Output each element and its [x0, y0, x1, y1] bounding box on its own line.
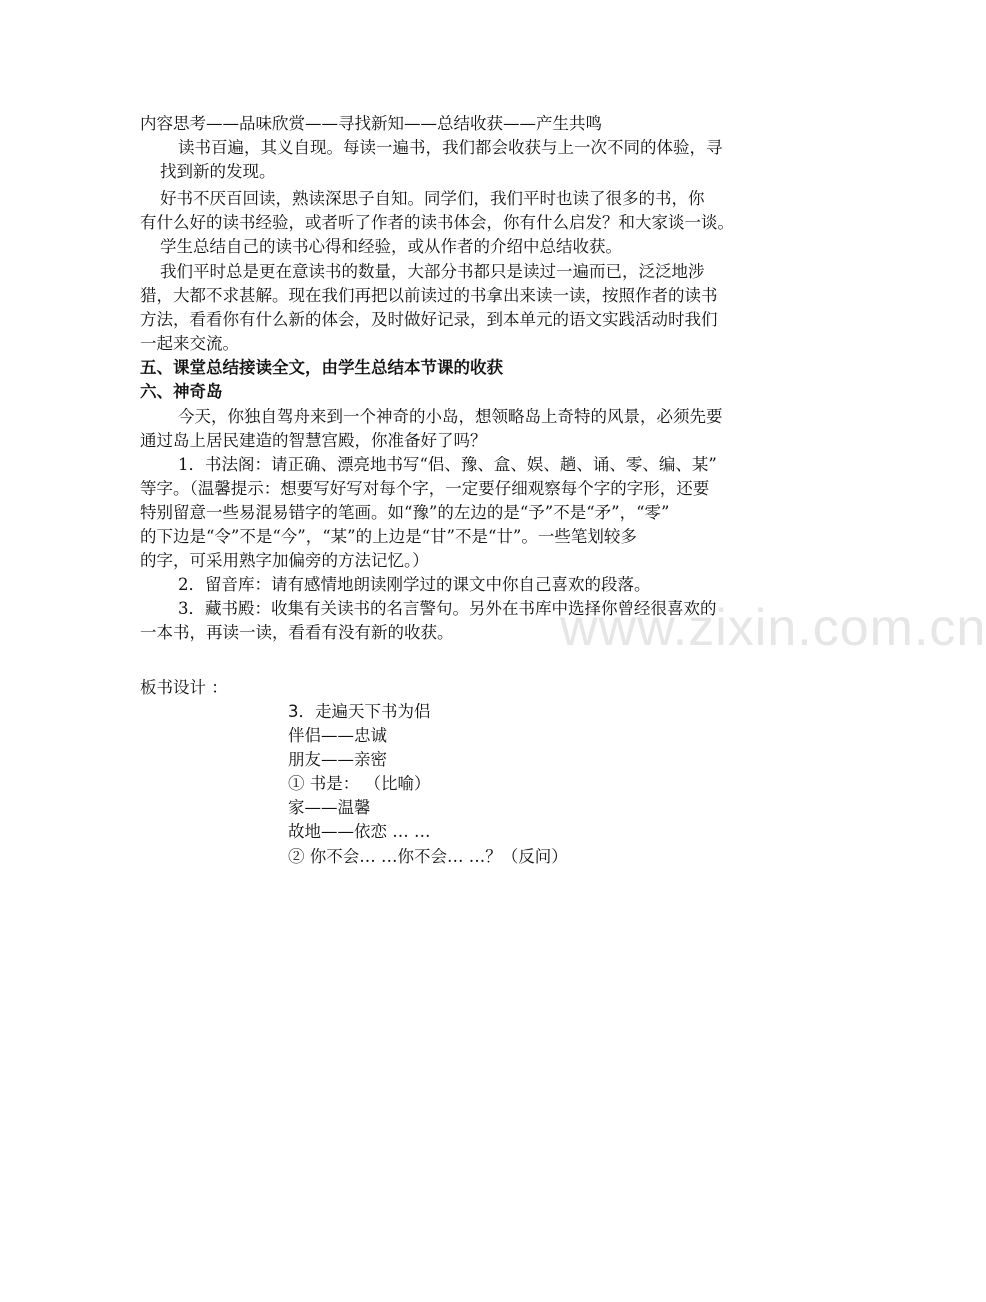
section-heading: 六、神奇岛	[140, 382, 223, 401]
board-line: ① 书是： （比喻）	[288, 774, 431, 793]
board-line: 家——温馨	[288, 798, 371, 817]
paragraph-line: 通过岛上居民建造的智慧宫殿，你准备好了吗？	[140, 431, 487, 450]
board-line: 伴侣——忠诚	[288, 726, 387, 745]
paragraph-line: 3．藏书殿：收集有关读书的名言警句。另外在书库中选择你曾经很喜欢的	[178, 599, 717, 618]
paragraph-line: 的字，可采用熟字加偏旁的方法记忆。）	[140, 551, 429, 570]
paragraph-line: 2．留音库：请有感情地朗读刚学过的课文中你自己喜欢的段落。	[178, 575, 651, 594]
paragraph-line: 我们平时总是更在意读书的数量，大部分书都只是读过一遍而已，泛泛地涉	[160, 262, 705, 281]
board-line: ② 你不会… …你不会… …？（反问）	[288, 847, 568, 866]
board-title: 3．走遍天下书为侣	[288, 702, 431, 721]
section-heading: 五、课堂总结接读全文，由学生总结本节课的收获	[140, 358, 503, 377]
paragraph-line: 学生总结自己的读书心得和经验，或从作者的介绍中总结收获。	[160, 237, 622, 256]
paragraph-line: 一起来交流。	[140, 334, 239, 353]
board-design-label: 板书设计 ：	[140, 678, 228, 697]
paragraph-line: 读书百遍，其义自现。每读一遍书，我们都会收获与上一次不同的体验，寻	[178, 138, 723, 157]
paragraph-line: 今天，你独自驾舟来到一个神奇的小岛，想领略岛上奇特的风景，必须先要	[178, 407, 723, 426]
paragraph-line: 的下边是“令”不是“今”，“某”的上边是“甘”不是“廿”。一些笔划较多	[140, 527, 637, 546]
paragraph-line: 一本书，再读一读，看看有没有新的收获。	[140, 623, 454, 642]
paragraph-line: 1．书法阁：请正确、漂亮地书写“侣、豫、盒、娱、趟、诵、零、编、某”	[178, 455, 717, 474]
paragraph-line: 猎，大都不求甚解。现在我们再把以前读过的书拿出来读一读，按照作者的读书	[140, 286, 718, 305]
paragraph-line: 方法，看看你有什么新的体会，及时做好记录，到本单元的语文实践活动时我们	[140, 310, 718, 329]
paragraph-line: 好书不厌百回读，熟读深思子自知。同学们，我们平时也读了很多的书，你	[160, 189, 705, 208]
paragraph-line: 找到新的发现。	[160, 162, 276, 181]
paragraph-line: 特别留意一些易混易错字的笔画。如“豫”的左边的是“予”不是“矛”，“零”	[140, 503, 670, 522]
board-line: 故地——依恋 … …	[288, 822, 431, 841]
paragraph-line: 内容思考——品味欣赏——寻找新知——总结收获——产生共鸣	[140, 114, 602, 133]
watermark: www.zixin.com.cn	[560, 599, 986, 657]
paragraph-line: 有什么好的读书经验，或者听了作者的读书体会，你有什么启发？和大家谈一谈。	[140, 213, 734, 232]
paragraph-line: 等字。（温馨提示：想要写好写对每个字，一定要仔细观察每个字的字形，还要	[140, 479, 710, 498]
board-line: 朋友——亲密	[288, 750, 387, 769]
